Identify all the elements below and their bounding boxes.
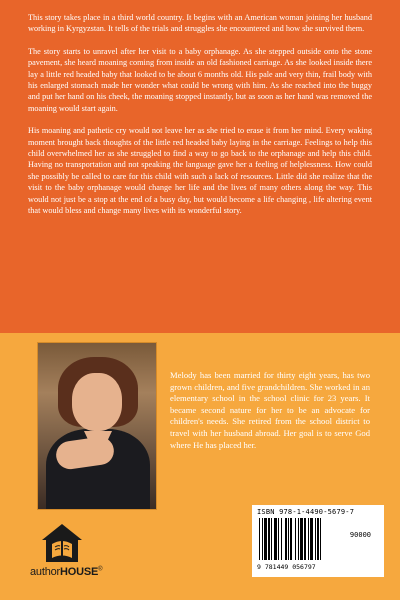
synopsis-paragraph-2: The story starts to unravel after her visit to a baby orphanage. As she stepped outside onto the stone pavement, she heard moaning coming from inside an old fashioned carriage. As she looked inside there lay a little red headed baby that looked to be about 6 months old. His pale and very thin, frail body with his enlarged stomach made her wonder what could be wrong with him. As she reached into the buggy and put her hand on his cheek, the moaning stopped instantly, but as soon as her hand was removed the moaning would start again.: [28, 46, 372, 113]
synopsis-paragraph-3: His moaning and pathetic cry would not leave her as she tried to erase it from her mind. Every waking moment brought back thoughts of the little red headed baby laying in the carriage. Feelings to help this child overwhelmed her as she struggled to find a way to go back to the orphanage and help this child. Having no transportation and not speaking the language gave her a feeling of helplessness. How could she possibly be called to care for this child with such a lack of resources. Little did she realize that the visit to the baby orphanage would change her life and the lives of many others along the way. This would not just be a stop at the end of a busy day, but would become a life changing , life altering event that would bless and change many lives with its wonderful story.: [28, 126, 372, 216]
author-photo: [38, 343, 156, 509]
authorhouse-book-house-icon: [40, 522, 84, 564]
price-code: 90000: [349, 531, 371, 539]
barcode-number: 9 781449 056797: [257, 563, 316, 571]
publisher-name: [30, 566, 102, 578]
synopsis-paragraph-1: This story takes place in a third world country. It begins with an American woman joining her husband working in Kyrgyzstan. It tells of the trials and struggles she encountered and how she survived them.: [28, 13, 372, 34]
publisher-name-part1: author: [30, 566, 60, 578]
isbn-barcode: [252, 505, 384, 577]
publisher-name-part2: HOUSE: [60, 566, 99, 578]
author-bio: Melody has been married for thirty eight years, has two grown children, and five grandchildren. She worked in an elementary school in the school clinic for 23 years. It became second nature for her to be an advocate for children's needs. She retired from the school district to travel with her husband abroad. Her goal is to serve God where He has placed her.: [170, 370, 370, 450]
isbn-text: ISBN 978-1-4490-5679-7: [257, 508, 355, 516]
publisher-mark: ®: [98, 566, 103, 573]
publisher-logo: [30, 522, 110, 582]
barcode-bars: [257, 518, 377, 562]
